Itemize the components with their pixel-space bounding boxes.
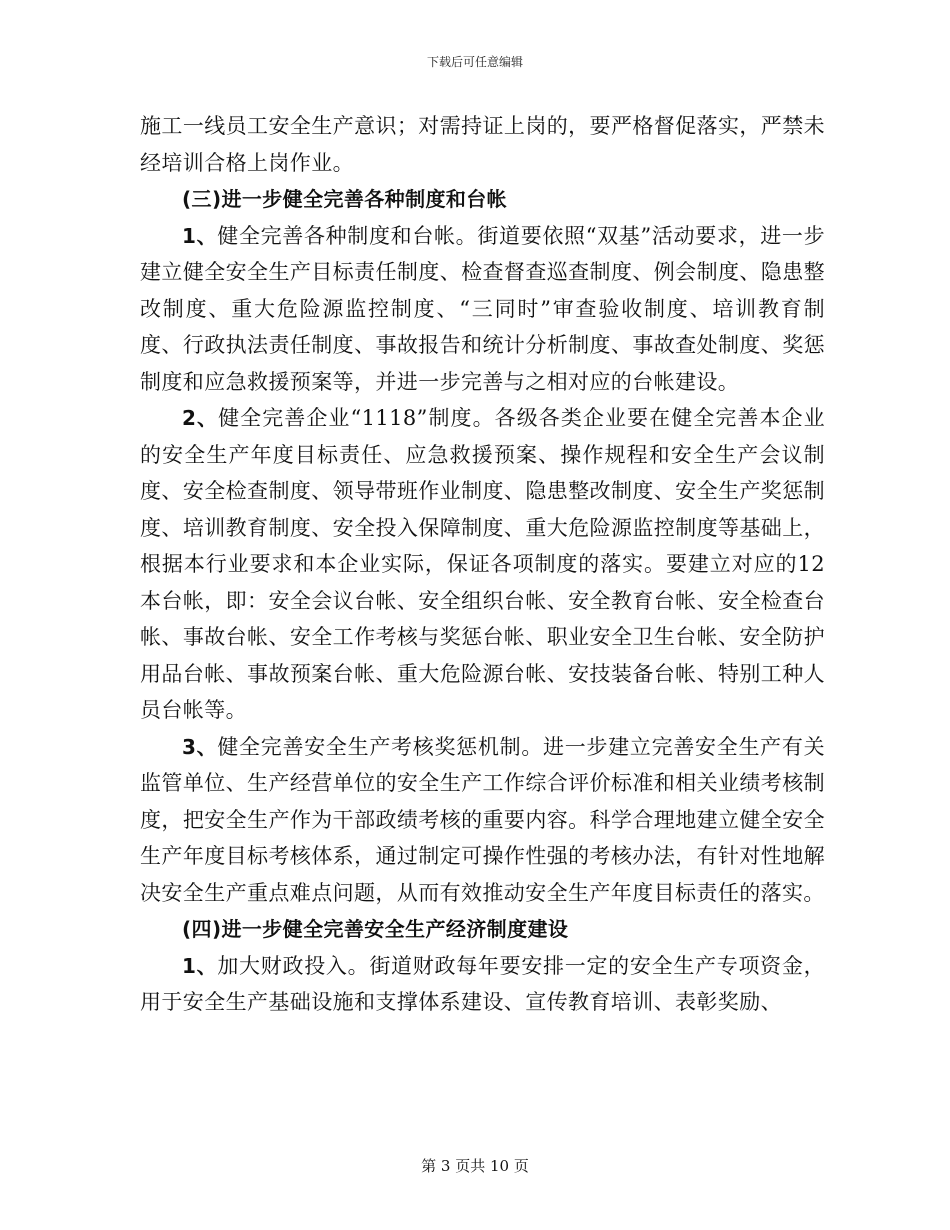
- document-body: [140, 108, 825, 1021]
- page-header: 下载后可任意编辑: [426, 55, 523, 69]
- item-1-number: 1、: [182, 223, 218, 248]
- section-heading-4: (四)进一步健全完善安全生产经济制度建设: [182, 917, 569, 941]
- paragraph-item-3: [140, 729, 825, 912]
- item-4-text: 加大财政投入。街道财政每年要安排一定的安全生产专项资金，用于安全生产基础设施和支撑体系建设、宣传教育培训、表彰奖励、: [140, 953, 825, 1014]
- paragraph-item-1: [140, 218, 825, 401]
- section-heading-3: (三)进一步健全完善各种制度和台帐: [182, 187, 508, 211]
- paragraph-item-2: [140, 400, 825, 729]
- item-2-text: 健全完善企业“1118”制度。各级各类企业要在健全完善本企业的安全生产年度目标责任、应急救援预案、操作规程和安全生产会议制度、安全检查制度、领导带班作业制度、隐患整改制度、安全生产奖惩制度、培训教育制度、安全投入保障制度、重大危险源监控制度等基础上，根据本行业要求和本企业实际，保证各项制度的落实。要建立对应的12本台帐，即：安全会议台帐、安全组织台帐、安全教育台帐、安全检查台帐、事故台帐、安全工作考核与奖惩台帐、职业安全卫生台帐、安全防护用品台帐、事故预案台帐、重大危险源台帐、安技装备台帐、特别工种人员台帐等。: [140, 406, 825, 722]
- page-footer: 第 3 页共 10 页: [421, 1157, 529, 1175]
- item-4-number: 1、: [182, 953, 218, 978]
- item-1-text: 健全完善各种制度和台帐。街道要依照“双基”活动要求，进一步建立健全安全生产目标责任制度、检查督查巡查制度、例会制度、隐患整改制度、重大危险源监控制度、“三同时”审查验收制度、培训教育制度、行政执法责任制度、事故报告和统计分析制度、事故查处制度、奖惩制度和应急救援预案等，并进一步完善与之相对应的台帐建设。: [140, 223, 825, 394]
- item-3-number: 3、: [182, 734, 218, 759]
- paragraph-item-4: [140, 948, 825, 1021]
- item-3-text: 健全完善安全生产考核奖惩机制。进一步建立完善安全生产有关监管单位、生产经营单位的安全生产工作综合评价标准和相关业绩考核制度，把安全生产作为干部政绩考核的重要内容。科学合理地建立健全安全生产年度目标考核体系，通过制定可操作性强的考核办法，有针对性地解决安全生产重点难点问题，从而有效推动安全生产年度目标责任的落实。: [140, 734, 825, 905]
- paragraph-continued: 施工一线员工安全生产意识；对需持证上岗的，要严格督促落实，严禁未经培训合格上岗作业。: [140, 114, 825, 175]
- item-2-number: 2、: [182, 406, 219, 430]
